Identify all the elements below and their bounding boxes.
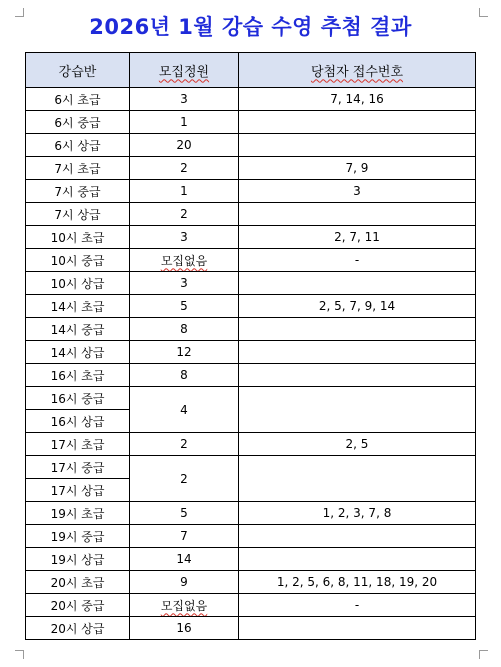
winners-cell: 7, 14, 16 (239, 88, 476, 111)
winners-cell (239, 203, 476, 226)
winners-cell (239, 548, 476, 571)
capacity-cell (130, 249, 239, 272)
document-title: 2026년 1월 강습 수영 추첨 결과 (89, 15, 412, 39)
class-cell: 20시 상급 (26, 617, 130, 640)
winners-cell: 3 (239, 180, 476, 203)
header-class: 강습반 (26, 53, 130, 88)
winners-cell-merged (239, 456, 476, 502)
winners-cell: 7, 9 (239, 157, 476, 180)
class-cell: 10시 중급 (26, 249, 130, 272)
class-cell: 6시 초급 (26, 88, 130, 111)
header-capacity-text: 모집정원 (158, 64, 210, 80)
header-capacity (130, 53, 239, 88)
capacity-cell: 5 (130, 502, 239, 525)
table-row (26, 364, 476, 387)
capacity-cell: 9 (130, 571, 239, 594)
capacity-cell: 3 (130, 272, 239, 295)
table-row (26, 456, 476, 479)
winners-cell: 2, 5, 7, 9, 14 (239, 295, 476, 318)
class-cell: 14시 초급 (26, 295, 130, 318)
capacity-cell: 1 (130, 180, 239, 203)
winners-cell: 2, 7, 11 (239, 226, 476, 249)
capacity-cell: 5 (130, 295, 239, 318)
capacity-cell: 2 (130, 157, 239, 180)
table-row (26, 226, 476, 249)
class-cell: 14시 중급 (26, 318, 130, 341)
winners-cell (239, 272, 476, 295)
table-row (26, 249, 476, 272)
class-cell: 7시 중급 (26, 180, 130, 203)
capacity-text: 모집없음 (160, 598, 208, 613)
winners-cell (239, 364, 476, 387)
capacity-cell: 3 (130, 226, 239, 249)
winners-cell (239, 617, 476, 640)
table-row (26, 433, 476, 456)
class-cell: 10시 상급 (26, 272, 130, 295)
winners-cell (239, 341, 476, 364)
capacity-cell: 2 (130, 433, 239, 456)
header-winners (239, 53, 476, 88)
class-cell: 20시 중급 (26, 594, 130, 617)
table-row (26, 525, 476, 548)
class-cell: 7시 초급 (26, 157, 130, 180)
winners-cell: - (239, 594, 476, 617)
table-row (26, 272, 476, 295)
table-row (26, 88, 476, 111)
winners-cell: 2, 5 (239, 433, 476, 456)
capacity-cell: 8 (130, 364, 239, 387)
table-row (26, 295, 476, 318)
class-cell: 17시 상급 (26, 479, 130, 502)
class-cell: 7시 상급 (26, 203, 130, 226)
capacity-cell-merged: 4 (130, 387, 239, 433)
winners-cell (239, 525, 476, 548)
class-cell: 10시 초급 (26, 226, 130, 249)
crop-mark-bottom-right (479, 650, 488, 659)
table-row (26, 157, 476, 180)
winners-cell (239, 134, 476, 157)
winners-cell (239, 318, 476, 341)
capacity-cell: 3 (130, 88, 239, 111)
table-row (26, 318, 476, 341)
winners-cell: - (239, 249, 476, 272)
table-row (26, 548, 476, 571)
class-cell: 19시 중급 (26, 525, 130, 548)
table-row (26, 180, 476, 203)
table-row (26, 134, 476, 157)
capacity-cell: 2 (130, 203, 239, 226)
capacity-cell (130, 594, 239, 617)
capacity-text: 모집없음 (160, 253, 208, 268)
class-cell: 16시 초급 (26, 364, 130, 387)
table-row (26, 203, 476, 226)
table-row (26, 502, 476, 525)
winners-cell: 1, 2, 5, 6, 8, 11, 18, 19, 20 (239, 571, 476, 594)
table-row (26, 571, 476, 594)
winners-cell-merged (239, 387, 476, 433)
class-cell: 19시 상급 (26, 548, 130, 571)
table-row (26, 341, 476, 364)
capacity-cell: 14 (130, 548, 239, 571)
header-winners-text: 당첨자 접수번호 (310, 64, 404, 80)
table-row (26, 594, 476, 617)
capacity-cell: 7 (130, 525, 239, 548)
class-cell: 16시 중급 (26, 387, 130, 410)
capacity-cell: 16 (130, 617, 239, 640)
lottery-results-table (25, 52, 476, 640)
table-row (26, 111, 476, 134)
class-cell: 17시 초급 (26, 433, 130, 456)
table-row (26, 387, 476, 410)
class-cell: 17시 중급 (26, 456, 130, 479)
capacity-cell: 8 (130, 318, 239, 341)
class-cell: 6시 상급 (26, 134, 130, 157)
winners-cell (239, 111, 476, 134)
class-cell: 6시 중급 (26, 111, 130, 134)
class-cell: 19시 초급 (26, 502, 130, 525)
capacity-cell: 20 (130, 134, 239, 157)
header-row (26, 53, 476, 88)
class-cell: 20시 초급 (26, 571, 130, 594)
winners-cell: 1, 2, 3, 7, 8 (239, 502, 476, 525)
capacity-cell-merged: 2 (130, 456, 239, 502)
capacity-cell: 1 (130, 111, 239, 134)
class-cell: 16시 상급 (26, 410, 130, 433)
crop-mark-bottom-left (15, 650, 24, 659)
table-row (26, 617, 476, 640)
capacity-cell: 12 (130, 341, 239, 364)
class-cell: 14시 상급 (26, 341, 130, 364)
